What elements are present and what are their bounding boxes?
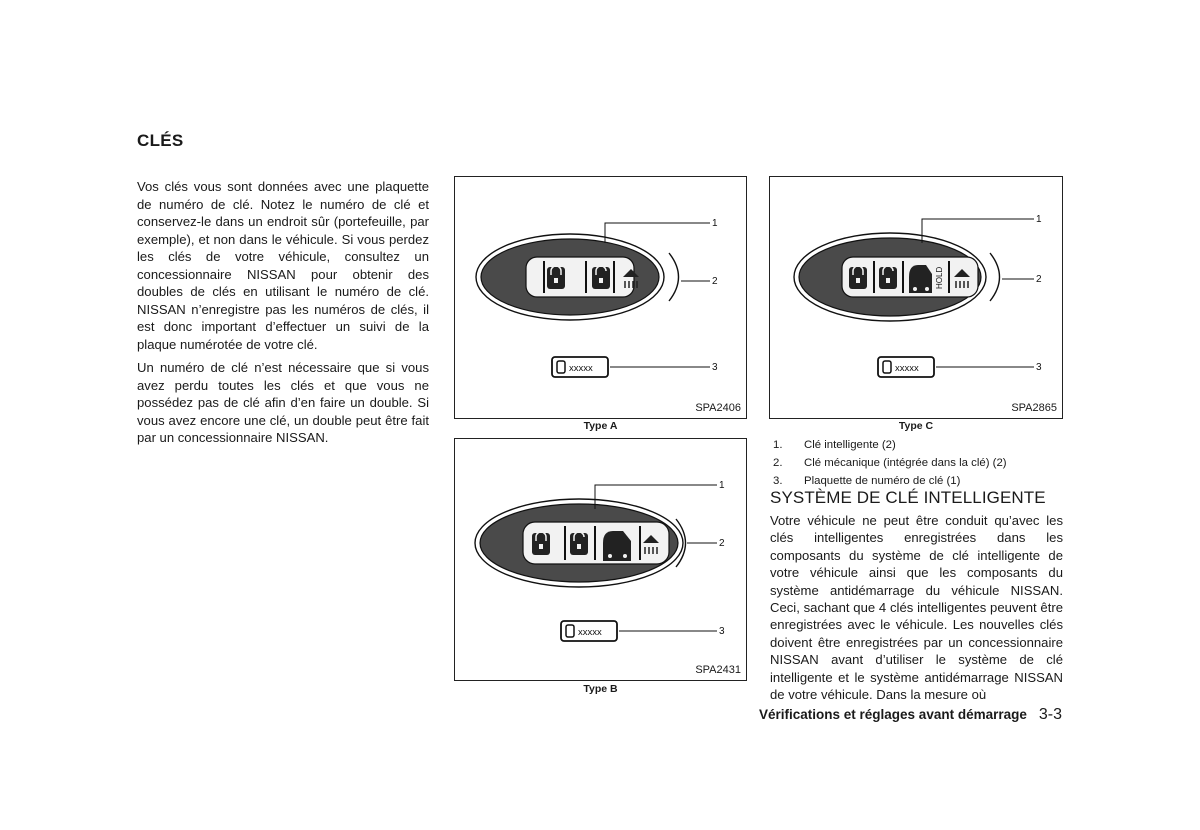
callout-1: 1: [1036, 214, 1042, 225]
lock-icon: [849, 266, 867, 289]
figure-caption-c: Type C: [898, 420, 934, 432]
legend-number: 1.: [773, 439, 783, 451]
section-title: CLÉS: [137, 131, 184, 150]
key-fob-illustration-a: [455, 177, 748, 420]
figure-code: SPA2865: [1011, 402, 1057, 414]
smart-key-text: Votre véhicule ne peut être conduit qu’avec les clés intelligentes enregistrées dans les composants du système de clé intelligente de votre véhicule ainsi que les composants du système antidémarrage du véhicule NISSAN. Ceci, sachant que 4 clés intelligentes peuvent être enregistrées avec le véhicule. Les nouvelles clés doivent être enregistrées par un concessionnaire NISSAN avant d’utiliser le système de clé intelligente et le système antidémarrage NISSAN de votre véhicule. Dans la mesure où: [770, 513, 1063, 703]
legend-text: Clé mécanique (intégrée dans la clé) (2): [804, 457, 1007, 469]
figure-type-c: [769, 176, 1063, 419]
intro-text: [137, 178, 429, 453]
subsection-title: SYSTÈME DE CLÉ INTELLIGENTE: [770, 488, 1046, 507]
figure-caption-a: Type A: [583, 420, 618, 432]
footer-section-title: Vérifications et réglages avant démarrage: [759, 707, 1027, 722]
page-number: 3-3: [1038, 706, 1062, 723]
hold-label: HOLD: [935, 266, 944, 289]
callout-1: 1: [712, 218, 718, 229]
list-item: [773, 454, 1073, 472]
key-fob-illustration-c: [770, 177, 1064, 420]
key-number-tag: xxxxx: [895, 363, 919, 374]
figure-caption-b: Type B: [583, 683, 618, 695]
figure-legend: [773, 436, 1073, 490]
list-item: [773, 436, 1073, 454]
unlock-icon: [879, 266, 897, 289]
figure-code: SPA2406: [695, 402, 741, 414]
callout-3: 3: [719, 626, 725, 637]
legend-text: Clé intelligente (2): [804, 439, 896, 451]
unlock-icon: [592, 266, 610, 289]
callout-3: 3: [712, 362, 718, 373]
callout-2: 2: [1036, 274, 1042, 285]
callout-3: 3: [1036, 362, 1042, 373]
lock-icon: [532, 532, 550, 555]
hold-trunk-icon: [909, 265, 932, 293]
key-number-tag: xxxxx: [578, 627, 602, 638]
key-number-tag: xxxxx: [569, 363, 593, 374]
callout-1: 1: [719, 480, 725, 491]
legend-text: Plaquette de numéro de clé (1): [804, 475, 961, 487]
paragraph: Vos clés vous sont données avec une plaquette de numéro de clé. Notez le numéro de clé et conservez-le dans un endroit sûr (portefeuille, par exemple), et non dans le véhicule. Si vous perdez les clés de votre véhicule, consultez un concessionnaire NISSAN pour obtenir des doubles de clés en utilisant le numéro de clé. NISSAN n’enregistre pas les numéros de clés, il est donc important d’effectuer un suivi de la plaque numérotée de votre clé.: [137, 179, 429, 352]
legend-number: 3.: [773, 475, 783, 487]
figure-type-a: [454, 176, 747, 419]
key-fob-illustration-b: [455, 439, 748, 682]
unlock-icon: [570, 532, 588, 555]
page-footer: [759, 706, 1062, 724]
lock-icon: [547, 266, 565, 289]
figure-code: SPA2431: [695, 664, 741, 676]
callout-2: 2: [719, 538, 725, 549]
legend-number: 2.: [773, 457, 783, 469]
paragraph: Un numéro de clé n’est nécessaire que si vous avez perdu toutes les clés et que vous ne possédez pas de clé afin d’en faire un double. Si vous avez encore une clé, un double peut être fait par un concessionnaire NISSAN.: [137, 360, 429, 445]
callout-2: 2: [712, 276, 718, 287]
figure-type-b: [454, 438, 747, 681]
